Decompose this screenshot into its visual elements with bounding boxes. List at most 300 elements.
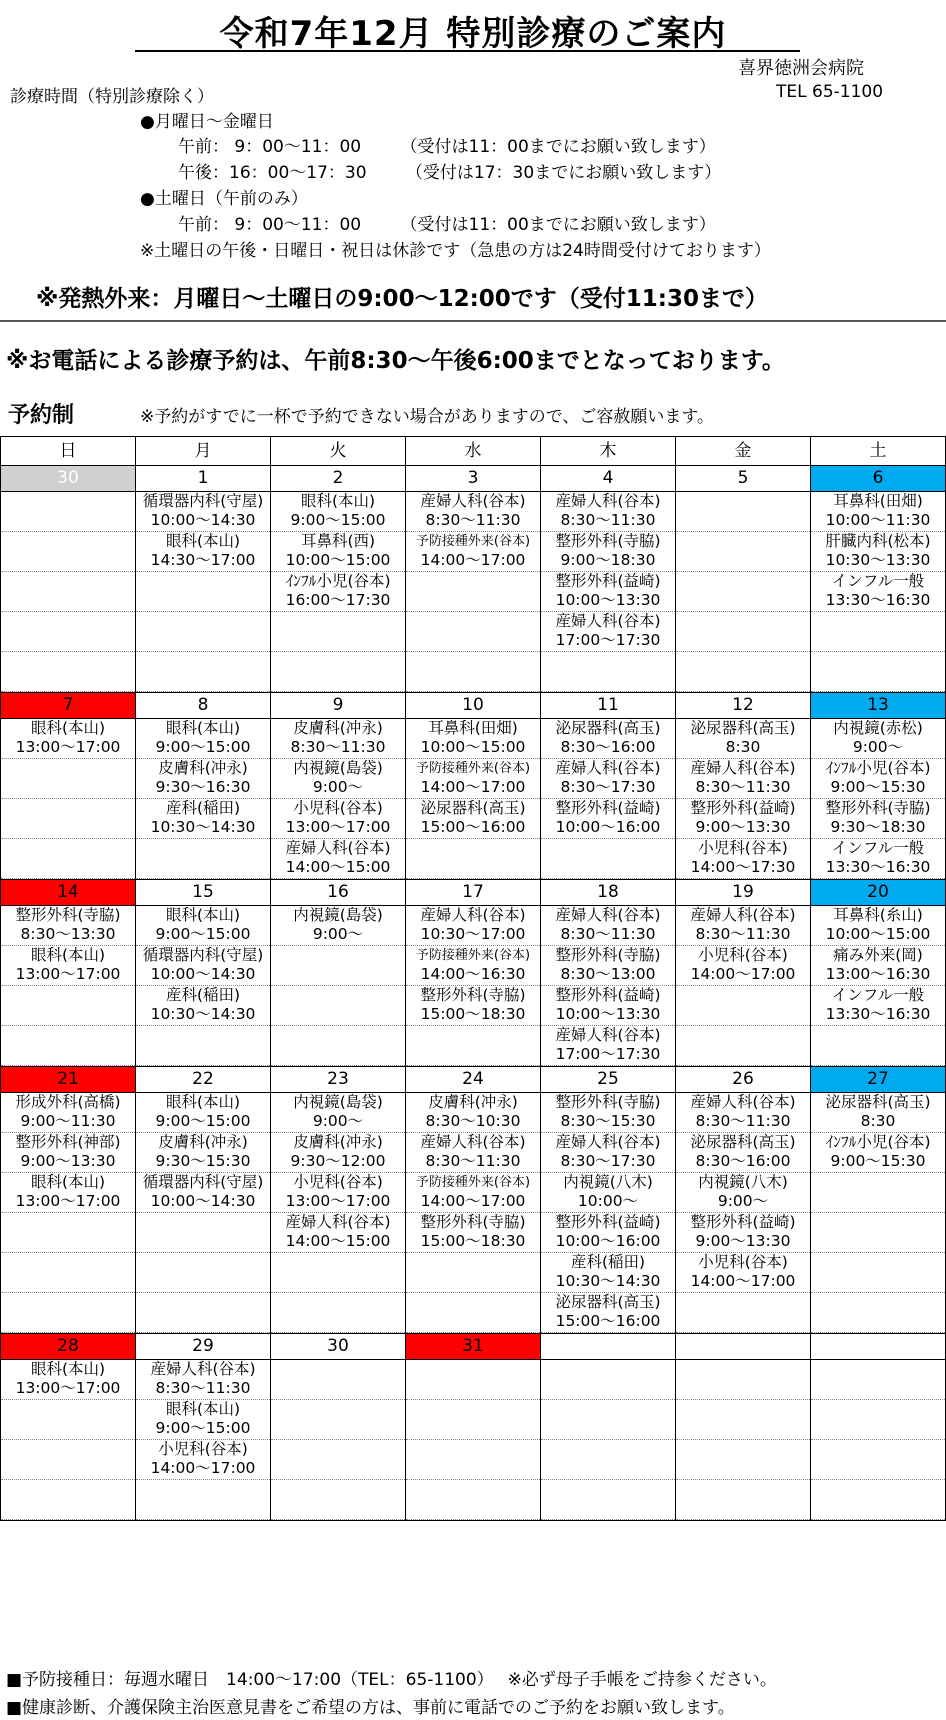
clinic-slot xyxy=(676,612,810,652)
clinic-slot xyxy=(271,612,405,652)
hours-line-weekday: ●月曜日～金曜日 xyxy=(140,112,274,132)
day-number: 1 xyxy=(136,466,270,492)
weekday-mon: 月 xyxy=(136,437,271,466)
clinic-time: 17:00～17:30 xyxy=(555,631,661,649)
day-number: 30 xyxy=(1,466,135,492)
clinic-time: 13:00～17:00 xyxy=(15,1192,121,1210)
clinic-time: 10:00～16:00 xyxy=(555,818,661,836)
clinic-slot xyxy=(1,1026,135,1066)
clinic-slot xyxy=(541,1480,675,1520)
clinic-slot xyxy=(676,839,810,879)
clinic-time: 16:00～17:30 xyxy=(285,591,391,609)
clinic-slot xyxy=(811,1253,945,1293)
clinic-name: 泌尿器科(高玉) xyxy=(555,1293,661,1311)
calendar-week xyxy=(0,1067,946,1334)
clinic-slot xyxy=(406,532,540,572)
clinic-time: 13:00～16:30 xyxy=(825,965,931,983)
clinic-name: 産婦人科(谷本) xyxy=(555,906,661,924)
clinic-time: 8:30～11:30 xyxy=(560,511,656,529)
clinic-time: 10:30～13:30 xyxy=(825,551,931,569)
clinic-slot xyxy=(406,1440,540,1480)
clinic-time: 8:30～11:30 xyxy=(695,925,791,943)
clinic-slot xyxy=(136,906,270,946)
clinic-slot xyxy=(271,1093,405,1133)
clinic-slot xyxy=(136,1253,270,1293)
calendar-table xyxy=(0,436,946,1521)
clinic-slot xyxy=(811,1293,945,1333)
clinic-slot xyxy=(811,946,945,986)
calendar-day xyxy=(271,1334,406,1521)
clinic-slot xyxy=(541,986,675,1026)
clinic-slot xyxy=(406,1293,540,1333)
clinic-slot xyxy=(811,572,945,612)
day-number: 25 xyxy=(541,1067,675,1093)
clinic-slot xyxy=(1,532,135,572)
clinic-slot xyxy=(541,612,675,652)
clinic-slot xyxy=(1,1360,135,1400)
clinic-slot xyxy=(811,799,945,839)
hours-line-weekday-pm: 午後：16：00～17：30 （受付は17：30までにお願い致します） xyxy=(178,163,722,183)
clinic-name: 耳鼻科(田畑) xyxy=(428,719,518,737)
clinic-time: 10:30～14:30 xyxy=(150,818,256,836)
clinic-slot xyxy=(811,759,945,799)
clinic-slot xyxy=(1,986,135,1026)
calendar-day xyxy=(676,1334,811,1521)
clinic-name: 泌尿器科(高玉) xyxy=(690,1133,796,1151)
day-number xyxy=(541,1334,675,1360)
clinic-slot xyxy=(1,1440,135,1480)
clinic-time: 9:00～15:00 xyxy=(155,1112,251,1130)
clinic-name: 整形外科(寺脇) xyxy=(555,532,661,550)
hours-heading: 診療時間（特別診療除く） xyxy=(10,87,214,107)
clinic-name: 耳鼻科(西) xyxy=(300,532,376,550)
day-number xyxy=(811,1334,945,1360)
clinic-slot xyxy=(1,572,135,612)
calendar-day xyxy=(1,693,136,880)
day-number: 10 xyxy=(406,693,540,719)
clinic-time: 14:00～17:00 xyxy=(150,1459,256,1477)
clinic-name: 眼科(本山) xyxy=(165,1400,241,1418)
clinic-name: 循環器内科(守屋) xyxy=(142,492,264,510)
day-number: 24 xyxy=(406,1067,540,1093)
clinic-name: 眼科(本山) xyxy=(30,719,106,737)
calendar-day xyxy=(1,1334,136,1521)
clinic-slot xyxy=(541,1253,675,1293)
day-number: 26 xyxy=(676,1067,810,1093)
clinic-name: 産婦人科(谷本) xyxy=(690,1093,796,1111)
day-number: 28 xyxy=(1,1334,135,1360)
clinic-time: 10:30～17:00 xyxy=(420,925,526,943)
clinic-time: 8:30～13:00 xyxy=(560,965,656,983)
weekday-fri: 金 xyxy=(676,437,811,466)
clinic-name: 循環器内科(守屋) xyxy=(142,946,264,964)
clinic-slot xyxy=(406,839,540,879)
clinic-name: 産婦人科(谷本) xyxy=(420,492,526,510)
title-underline xyxy=(135,50,800,52)
reservation-label: 予約制 xyxy=(8,403,75,428)
day-number: 8 xyxy=(136,693,270,719)
day-number: 20 xyxy=(811,880,945,906)
clinic-slot xyxy=(1,839,135,879)
clinic-name: 整形外科(神部) xyxy=(15,1133,121,1151)
clinic-slot xyxy=(676,719,810,759)
clinic-name: 整形外科(益崎) xyxy=(555,799,661,817)
day-number: 18 xyxy=(541,880,675,906)
clinic-time: 8:30～13:30 xyxy=(20,925,116,943)
clinic-slot xyxy=(271,1173,405,1213)
calendar-week xyxy=(0,880,946,1067)
calendar-day xyxy=(136,1067,271,1334)
clinic-slot xyxy=(406,759,540,799)
clinic-time: 14:00～17:00 xyxy=(690,1272,796,1290)
clinic-name: 泌尿器科(高玉) xyxy=(825,1093,931,1111)
clinic-time: 8:30～11:30 xyxy=(560,925,656,943)
clinic-slot xyxy=(1,1400,135,1440)
hours-line-weekday-am: 午前： 9：00～11：00 （受付は11：00までにお願い致します） xyxy=(178,137,716,157)
weekday-sat: 土 xyxy=(811,437,946,466)
clinic-slot xyxy=(1,1173,135,1213)
clinic-name: 皮膚科(冲永) xyxy=(158,1133,248,1151)
clinic-slot xyxy=(271,532,405,572)
clinic-name: 産婦人科(谷本) xyxy=(690,906,796,924)
clinic-name: 内視鏡(島袋) xyxy=(293,906,383,924)
clinic-slot xyxy=(406,572,540,612)
day-number xyxy=(676,1334,810,1360)
clinic-slot xyxy=(136,839,270,879)
clinic-slot xyxy=(136,1360,270,1400)
day-number: 5 xyxy=(676,466,810,492)
clinic-name: 眼科(本山) xyxy=(165,1093,241,1111)
clinic-name: 痛み外来(岡) xyxy=(833,946,923,964)
reservation-note: ※予約がすでに一杯で予約できない場合がありますので、ご容赦願います。 xyxy=(140,407,715,427)
calendar-day xyxy=(136,466,271,693)
hours-line-closed-note: ※土曜日の午後・日曜日・祝日は休診です（急患の方は24時間受付けております） xyxy=(140,241,771,261)
clinic-time: 14:00～17:00 xyxy=(420,551,526,569)
clinic-slot xyxy=(1,1213,135,1253)
clinic-slot xyxy=(136,799,270,839)
clinic-time: 13:00～17:00 xyxy=(285,1192,391,1210)
clinic-time: 14:00～16:30 xyxy=(420,965,526,983)
calendar-day xyxy=(811,1067,946,1334)
clinic-slot xyxy=(811,492,945,532)
clinic-slot xyxy=(811,839,945,879)
clinic-time: 9:00～15:00 xyxy=(290,511,386,529)
day-number: 22 xyxy=(136,1067,270,1093)
clinic-name: 整形外科(寺脇) xyxy=(555,1093,661,1111)
clinic-name: 産婦人科(谷本) xyxy=(690,759,796,777)
calendar-day xyxy=(676,693,811,880)
clinic-name: 内視鏡(八木) xyxy=(563,1173,653,1191)
clinic-time: 10:30～14:30 xyxy=(150,1005,256,1023)
clinic-slot xyxy=(811,1440,945,1480)
clinic-time: 8:30～11:30 xyxy=(425,511,521,529)
clinic-slot xyxy=(676,1440,810,1480)
clinic-name: 耳鼻科(田畑) xyxy=(833,492,923,510)
clinic-slot xyxy=(406,1026,540,1066)
clinic-slot xyxy=(406,1173,540,1213)
day-number: 14 xyxy=(1,880,135,906)
clinic-name: 内視鏡(島袋) xyxy=(293,759,383,777)
clinic-time: 8:30～17:30 xyxy=(560,1152,656,1170)
day-number: 11 xyxy=(541,693,675,719)
clinic-slot xyxy=(136,1026,270,1066)
calendar-day xyxy=(676,466,811,693)
clinic-slot xyxy=(676,492,810,532)
clinic-slot xyxy=(271,1400,405,1440)
clinic-slot xyxy=(406,492,540,532)
clinic-time: 14:00～17:30 xyxy=(690,858,796,876)
clinic-slot xyxy=(676,1293,810,1333)
clinic-slot xyxy=(271,1360,405,1400)
clinic-slot xyxy=(1,759,135,799)
clinic-name: 整形外科(寺脇) xyxy=(420,986,526,1004)
clinic-slot xyxy=(406,1400,540,1440)
day-number: 31 xyxy=(406,1334,540,1360)
clinic-name: 整形外科(寺脇) xyxy=(555,946,661,964)
calendar-day xyxy=(541,693,676,880)
clinic-slot xyxy=(406,652,540,692)
calendar-day xyxy=(676,1067,811,1334)
clinic-time: 8:30～15:30 xyxy=(560,1112,656,1130)
clinic-slot xyxy=(271,986,405,1026)
day-number: 27 xyxy=(811,1067,945,1093)
calendar-day xyxy=(811,693,946,880)
clinic-time: 14:00～15:00 xyxy=(285,1232,391,1250)
clinic-slot xyxy=(676,1133,810,1173)
clinic-slot xyxy=(1,652,135,692)
clinic-slot xyxy=(541,652,675,692)
clinic-name: 予防接種外来(谷本) xyxy=(415,1175,531,1190)
clinic-slot xyxy=(136,1093,270,1133)
clinic-slot xyxy=(541,572,675,612)
clinic-slot xyxy=(1,799,135,839)
clinic-slot xyxy=(676,532,810,572)
clinic-slot xyxy=(811,532,945,572)
clinic-slot xyxy=(406,719,540,759)
clinic-slot xyxy=(271,1480,405,1520)
clinic-time: 9:30～16:30 xyxy=(155,778,251,796)
clinic-time: 9:30～18:30 xyxy=(830,818,926,836)
clinic-time: 8:30～11:30 xyxy=(155,1379,251,1397)
clinic-time: 15:00～16:00 xyxy=(555,1312,661,1330)
clinic-slot xyxy=(541,946,675,986)
clinic-name: インフル一般 xyxy=(831,839,925,857)
clinic-time: 8:30～11:30 xyxy=(425,1152,521,1170)
clinic-name: 小児科(谷本) xyxy=(293,799,383,817)
clinic-slot xyxy=(271,652,405,692)
clinic-slot xyxy=(1,1093,135,1133)
clinic-name: 小児科(谷本) xyxy=(293,1173,383,1191)
clinic-slot xyxy=(541,1026,675,1066)
clinic-name: 整形外科(益崎) xyxy=(690,1213,796,1231)
clinic-slot xyxy=(811,612,945,652)
weekday-sun: 日 xyxy=(1,437,136,466)
clinic-slot xyxy=(406,1213,540,1253)
calendar-day xyxy=(406,1067,541,1334)
clinic-slot xyxy=(811,1173,945,1213)
clinic-time: 9:00～ xyxy=(312,925,364,943)
clinic-slot xyxy=(1,719,135,759)
clinic-slot xyxy=(676,1093,810,1133)
calendar-week xyxy=(0,1334,946,1521)
calendar-day xyxy=(541,1067,676,1334)
clinic-slot xyxy=(271,946,405,986)
clinic-time: 9:30～15:30 xyxy=(155,1152,251,1170)
clinic-time: 10:00～15:00 xyxy=(420,738,526,756)
calendar-day xyxy=(406,466,541,693)
clinic-slot xyxy=(136,1133,270,1173)
clinic-time: 13:30～16:30 xyxy=(825,591,931,609)
clinic-slot xyxy=(136,1173,270,1213)
clinic-slot xyxy=(541,719,675,759)
day-number: 17 xyxy=(406,880,540,906)
clinic-name: 眼科(本山) xyxy=(165,719,241,737)
clinic-slot xyxy=(541,1093,675,1133)
clinic-name: 産婦人科(谷本) xyxy=(420,906,526,924)
clinic-name: 産婦人科(谷本) xyxy=(555,612,661,630)
clinic-slot xyxy=(136,532,270,572)
clinic-slot xyxy=(406,1480,540,1520)
clinic-name: 産婦人科(谷本) xyxy=(285,1213,391,1231)
clinic-slot xyxy=(811,719,945,759)
clinic-time: 9:00～15:00 xyxy=(155,925,251,943)
clinic-time: 10:00～14:30 xyxy=(150,511,256,529)
clinic-time: 8:30～11:30 xyxy=(290,738,386,756)
clinic-slot xyxy=(136,1400,270,1440)
clinic-slot xyxy=(676,986,810,1026)
clinic-slot xyxy=(136,612,270,652)
clinic-name: ｲﾝﾌﾙ小児(谷本) xyxy=(825,759,931,777)
clinic-slot xyxy=(676,759,810,799)
clinic-slot xyxy=(541,1360,675,1400)
clinic-slot xyxy=(676,1213,810,1253)
clinic-time: 13:00～17:00 xyxy=(15,965,121,983)
clinic-slot xyxy=(136,492,270,532)
clinic-slot xyxy=(136,1480,270,1520)
hospital-tel: TEL 65-1100 xyxy=(776,82,884,102)
clinic-slot xyxy=(406,612,540,652)
clinic-slot xyxy=(406,799,540,839)
clinic-name: 皮膚科(冲永) xyxy=(158,759,248,777)
clinic-slot xyxy=(1,1133,135,1173)
clinic-time: 9:00～15:00 xyxy=(155,738,251,756)
clinic-time: 15:00～18:30 xyxy=(420,1232,526,1250)
clinic-time: 9:00～18:30 xyxy=(560,551,656,569)
clinic-name: 産婦人科(谷本) xyxy=(420,1133,526,1151)
clinic-name: 泌尿器科(高玉) xyxy=(690,719,796,737)
clinic-slot xyxy=(271,719,405,759)
clinic-slot xyxy=(136,1293,270,1333)
clinic-slot xyxy=(271,839,405,879)
clinic-slot xyxy=(271,759,405,799)
calendar-day xyxy=(136,693,271,880)
calendar-day xyxy=(1,880,136,1067)
day-number: 12 xyxy=(676,693,810,719)
clinic-name: 耳鼻科(糸山) xyxy=(833,906,923,924)
clinic-slot xyxy=(811,1360,945,1400)
clinic-name: インフル一般 xyxy=(831,986,925,1004)
clinic-slot xyxy=(406,1133,540,1173)
calendar-day xyxy=(406,880,541,1067)
clinic-slot xyxy=(1,906,135,946)
calendar-day xyxy=(811,880,946,1067)
clinic-time: 14:30～17:00 xyxy=(150,551,256,569)
clinic-slot xyxy=(676,906,810,946)
clinic-name: 整形外科(寺脇) xyxy=(420,1213,526,1231)
clinic-name: 予防接種外来(谷本) xyxy=(415,948,531,963)
clinic-time: 10:00～15:00 xyxy=(825,925,931,943)
clinic-time: 10:30～14:30 xyxy=(555,1272,661,1290)
clinic-name: ｲﾝﾌﾙ小児(谷本) xyxy=(825,1133,931,1151)
clinic-slot xyxy=(541,532,675,572)
clinic-time: 8:30～11:30 xyxy=(695,778,791,796)
clinic-name: 内視鏡(八木) xyxy=(698,1173,788,1191)
clinic-slot xyxy=(136,652,270,692)
clinic-name: 泌尿器科(高玉) xyxy=(555,719,661,737)
day-number: 6 xyxy=(811,466,945,492)
day-number: 29 xyxy=(136,1334,270,1360)
day-number: 2 xyxy=(271,466,405,492)
calendar-day xyxy=(1,1067,136,1334)
clinic-time: 15:00～16:00 xyxy=(420,818,526,836)
clinic-slot xyxy=(541,759,675,799)
clinic-slot xyxy=(136,759,270,799)
clinic-time: 14:00～17:00 xyxy=(690,965,796,983)
clinic-time: 8:30～11:30 xyxy=(695,1112,791,1130)
day-number: 7 xyxy=(1,693,135,719)
fever-clinic-notice: ※発熱外来：月曜日～土曜日の9:00～12:00です（受付11:30まで） xyxy=(36,286,768,312)
clinic-time: 8:30 xyxy=(725,738,761,756)
clinic-time: 14:00～17:00 xyxy=(420,778,526,796)
clinic-slot xyxy=(541,1440,675,1480)
clinic-slot xyxy=(271,492,405,532)
clinic-slot xyxy=(1,1253,135,1293)
clinic-name: インフル一般 xyxy=(831,572,925,590)
clinic-slot xyxy=(406,1253,540,1293)
clinic-slot xyxy=(811,1400,945,1440)
clinic-name: 肝臓内科(松本) xyxy=(825,532,931,550)
calendar-day xyxy=(271,880,406,1067)
clinic-slot xyxy=(541,1293,675,1333)
clinic-slot xyxy=(1,946,135,986)
day-number: 19 xyxy=(676,880,810,906)
page-title: 令和7年12月 特別診療のご案内 xyxy=(219,14,727,54)
weekday-thu: 木 xyxy=(541,437,676,466)
clinic-time: 10:00～11:30 xyxy=(825,511,931,529)
clinic-name: 産婦人科(谷本) xyxy=(555,759,661,777)
clinic-name: 産婦人科(谷本) xyxy=(555,492,661,510)
clinic-time: 10:00～13:30 xyxy=(555,1005,661,1023)
calendar-day xyxy=(271,693,406,880)
clinic-slot xyxy=(811,1133,945,1173)
calendar-day xyxy=(136,880,271,1067)
clinic-time: 9:00～ xyxy=(312,778,364,796)
clinic-time: 13:30～16:30 xyxy=(825,858,931,876)
clinic-time: 8:30～10:30 xyxy=(425,1112,521,1130)
clinic-slot xyxy=(271,1213,405,1253)
clinic-time: 10:00～16:00 xyxy=(555,1232,661,1250)
clinic-name: 泌尿器科(高玉) xyxy=(420,799,526,817)
clinic-time: 9:00～ xyxy=(717,1192,769,1210)
clinic-time: 9:00～11:30 xyxy=(20,1112,116,1130)
clinic-slot xyxy=(271,572,405,612)
clinic-time: 10:00～ xyxy=(577,1192,639,1210)
clinic-time: 9:00～15:00 xyxy=(155,1419,251,1437)
clinic-name: 予防接種外来(谷本) xyxy=(415,534,531,549)
clinic-name: 眼科(本山) xyxy=(165,532,241,550)
clinic-slot xyxy=(676,1173,810,1213)
clinic-slot xyxy=(811,1213,945,1253)
